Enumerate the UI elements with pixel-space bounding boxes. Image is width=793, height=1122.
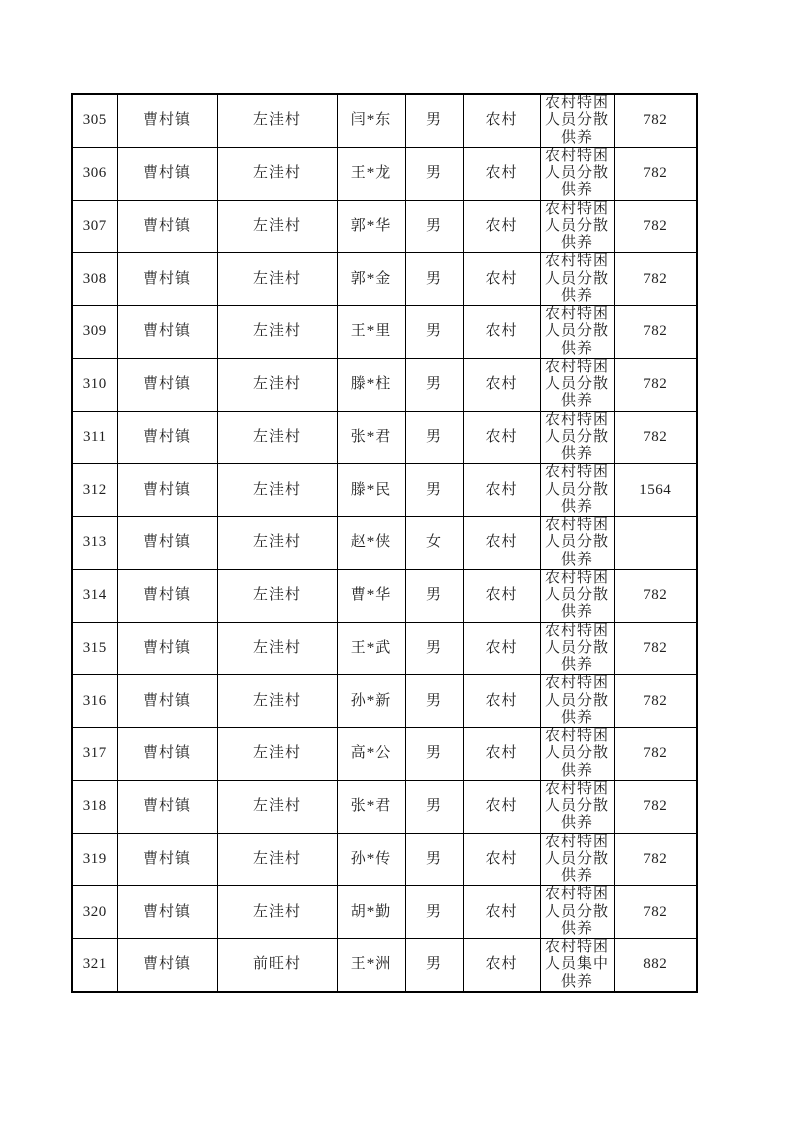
person-name-cell: 王*龙 xyxy=(337,147,405,200)
gender-cell: 男 xyxy=(405,94,463,147)
person-name-cell: 张*君 xyxy=(337,411,405,464)
town-cell: 曹村镇 xyxy=(117,517,217,570)
town-cell: 曹村镇 xyxy=(117,622,217,675)
person-name-cell: 孙*传 xyxy=(337,833,405,886)
serial-number-cell: 317 xyxy=(72,728,117,781)
residence-type-cell: 农村 xyxy=(463,780,540,833)
village-cell: 左洼村 xyxy=(217,517,337,570)
amount-cell: 782 xyxy=(614,94,697,147)
serial-number-cell: 321 xyxy=(72,939,117,992)
village-cell: 左洼村 xyxy=(217,306,337,359)
gender-cell: 男 xyxy=(405,569,463,622)
gender-cell: 男 xyxy=(405,358,463,411)
residence-type-cell: 农村 xyxy=(463,728,540,781)
person-name-cell: 滕*民 xyxy=(337,464,405,517)
village-cell: 左洼村 xyxy=(217,728,337,781)
support-category-cell: 农村特困人员分散供养 xyxy=(540,358,614,411)
amount-cell: 782 xyxy=(614,411,697,464)
table-row xyxy=(72,939,697,992)
serial-number-cell: 315 xyxy=(72,622,117,675)
support-category-cell: 农村特困人员分散供养 xyxy=(540,306,614,359)
village-cell: 左洼村 xyxy=(217,94,337,147)
gender-cell: 男 xyxy=(405,622,463,675)
gender-cell: 男 xyxy=(405,939,463,992)
village-cell: 左洼村 xyxy=(217,833,337,886)
table-row xyxy=(72,464,697,517)
serial-number-cell: 308 xyxy=(72,253,117,306)
amount-cell: 782 xyxy=(614,569,697,622)
serial-number-cell: 311 xyxy=(72,411,117,464)
table-row xyxy=(72,200,697,253)
gender-cell: 男 xyxy=(405,675,463,728)
person-name-cell: 赵*侠 xyxy=(337,517,405,570)
serial-number-cell: 318 xyxy=(72,780,117,833)
amount-cell: 782 xyxy=(614,675,697,728)
residence-type-cell: 农村 xyxy=(463,886,540,939)
residence-type-cell: 农村 xyxy=(463,464,540,517)
serial-number-cell: 312 xyxy=(72,464,117,517)
amount-cell: 782 xyxy=(614,200,697,253)
serial-number-cell: 316 xyxy=(72,675,117,728)
gender-cell: 男 xyxy=(405,464,463,517)
person-name-cell: 闫*东 xyxy=(337,94,405,147)
table-row xyxy=(72,94,697,147)
town-cell: 曹村镇 xyxy=(117,464,217,517)
amount-cell xyxy=(614,517,697,570)
support-category-cell: 农村特困人员分散供养 xyxy=(540,411,614,464)
table-row xyxy=(72,517,697,570)
serial-number-cell: 313 xyxy=(72,517,117,570)
town-cell: 曹村镇 xyxy=(117,728,217,781)
table-row xyxy=(72,306,697,359)
amount-cell: 782 xyxy=(614,833,697,886)
person-name-cell: 高*公 xyxy=(337,728,405,781)
village-cell: 左洼村 xyxy=(217,200,337,253)
residence-type-cell: 农村 xyxy=(463,253,540,306)
village-cell: 左洼村 xyxy=(217,253,337,306)
residence-type-cell: 农村 xyxy=(463,622,540,675)
village-cell: 左洼村 xyxy=(217,358,337,411)
town-cell: 曹村镇 xyxy=(117,147,217,200)
gender-cell: 男 xyxy=(405,833,463,886)
table-row xyxy=(72,886,697,939)
amount-cell: 782 xyxy=(614,728,697,781)
town-cell: 曹村镇 xyxy=(117,358,217,411)
support-category-cell: 农村特困人员分散供养 xyxy=(540,675,614,728)
table-row xyxy=(72,780,697,833)
town-cell: 曹村镇 xyxy=(117,780,217,833)
serial-number-cell: 305 xyxy=(72,94,117,147)
support-category-cell: 农村特困人员分散供养 xyxy=(540,94,614,147)
village-cell: 左洼村 xyxy=(217,780,337,833)
table-row xyxy=(72,569,697,622)
town-cell: 曹村镇 xyxy=(117,411,217,464)
person-name-cell: 张*君 xyxy=(337,780,405,833)
gender-cell: 男 xyxy=(405,253,463,306)
support-category-cell: 农村特困人员分散供养 xyxy=(540,622,614,675)
table-row xyxy=(72,147,697,200)
gender-cell: 女 xyxy=(405,517,463,570)
residence-type-cell: 农村 xyxy=(463,200,540,253)
village-cell: 左洼村 xyxy=(217,147,337,200)
gender-cell: 男 xyxy=(405,780,463,833)
support-category-cell: 农村特困人员集中供养 xyxy=(540,939,614,992)
person-name-cell: 郭*金 xyxy=(337,253,405,306)
serial-number-cell: 319 xyxy=(72,833,117,886)
residence-type-cell: 农村 xyxy=(463,358,540,411)
table-row xyxy=(72,411,697,464)
serial-number-cell: 320 xyxy=(72,886,117,939)
town-cell: 曹村镇 xyxy=(117,833,217,886)
serial-number-cell: 306 xyxy=(72,147,117,200)
person-name-cell: 郭*华 xyxy=(337,200,405,253)
town-cell: 曹村镇 xyxy=(117,94,217,147)
table-row xyxy=(72,358,697,411)
amount-cell: 782 xyxy=(614,622,697,675)
amount-cell: 782 xyxy=(614,253,697,306)
village-cell: 左洼村 xyxy=(217,569,337,622)
serial-number-cell: 310 xyxy=(72,358,117,411)
amount-cell: 882 xyxy=(614,939,697,992)
serial-number-cell: 307 xyxy=(72,200,117,253)
support-category-cell: 农村特困人员分散供养 xyxy=(540,886,614,939)
amount-cell: 782 xyxy=(614,147,697,200)
town-cell: 曹村镇 xyxy=(117,886,217,939)
residence-type-cell: 农村 xyxy=(463,939,540,992)
amount-cell: 782 xyxy=(614,358,697,411)
residence-type-cell: 农村 xyxy=(463,411,540,464)
person-name-cell: 王*洲 xyxy=(337,939,405,992)
support-category-cell: 农村特困人员分散供养 xyxy=(540,780,614,833)
beneficiary-table xyxy=(71,93,698,993)
residence-type-cell: 农村 xyxy=(463,517,540,570)
table-row xyxy=(72,833,697,886)
amount-cell: 782 xyxy=(614,306,697,359)
support-category-cell: 农村特困人员分散供养 xyxy=(540,253,614,306)
gender-cell: 男 xyxy=(405,306,463,359)
person-name-cell: 曹*华 xyxy=(337,569,405,622)
table-row xyxy=(72,622,697,675)
amount-cell: 782 xyxy=(614,780,697,833)
gender-cell: 男 xyxy=(405,200,463,253)
village-cell: 左洼村 xyxy=(217,411,337,464)
person-name-cell: 胡*勤 xyxy=(337,886,405,939)
residence-type-cell: 农村 xyxy=(463,833,540,886)
support-category-cell: 农村特困人员分散供养 xyxy=(540,517,614,570)
gender-cell: 男 xyxy=(405,147,463,200)
serial-number-cell: 314 xyxy=(72,569,117,622)
village-cell: 左洼村 xyxy=(217,464,337,517)
town-cell: 曹村镇 xyxy=(117,306,217,359)
support-category-cell: 农村特困人员分散供养 xyxy=(540,569,614,622)
person-name-cell: 王*武 xyxy=(337,622,405,675)
town-cell: 曹村镇 xyxy=(117,675,217,728)
village-cell: 前旺村 xyxy=(217,939,337,992)
amount-cell: 782 xyxy=(614,886,697,939)
village-cell: 左洼村 xyxy=(217,675,337,728)
table-row xyxy=(72,675,697,728)
residence-type-cell: 农村 xyxy=(463,675,540,728)
village-cell: 左洼村 xyxy=(217,886,337,939)
amount-cell: 1564 xyxy=(614,464,697,517)
residence-type-cell: 农村 xyxy=(463,147,540,200)
support-category-cell: 农村特困人员分散供养 xyxy=(540,464,614,517)
table-row xyxy=(72,253,697,306)
table-row xyxy=(72,728,697,781)
town-cell: 曹村镇 xyxy=(117,569,217,622)
residence-type-cell: 农村 xyxy=(463,94,540,147)
support-category-cell: 农村特困人员分散供养 xyxy=(540,200,614,253)
village-cell: 左洼村 xyxy=(217,622,337,675)
residence-type-cell: 农村 xyxy=(463,569,540,622)
support-category-cell: 农村特困人员分散供养 xyxy=(540,833,614,886)
gender-cell: 男 xyxy=(405,886,463,939)
town-cell: 曹村镇 xyxy=(117,253,217,306)
gender-cell: 男 xyxy=(405,411,463,464)
support-category-cell: 农村特困人员分散供养 xyxy=(540,147,614,200)
residence-type-cell: 农村 xyxy=(463,306,540,359)
person-name-cell: 王*里 xyxy=(337,306,405,359)
serial-number-cell: 309 xyxy=(72,306,117,359)
town-cell: 曹村镇 xyxy=(117,939,217,992)
gender-cell: 男 xyxy=(405,728,463,781)
person-name-cell: 滕*柱 xyxy=(337,358,405,411)
town-cell: 曹村镇 xyxy=(117,200,217,253)
person-name-cell: 孙*新 xyxy=(337,675,405,728)
support-category-cell: 农村特困人员分散供养 xyxy=(540,728,614,781)
table-body xyxy=(72,94,697,992)
